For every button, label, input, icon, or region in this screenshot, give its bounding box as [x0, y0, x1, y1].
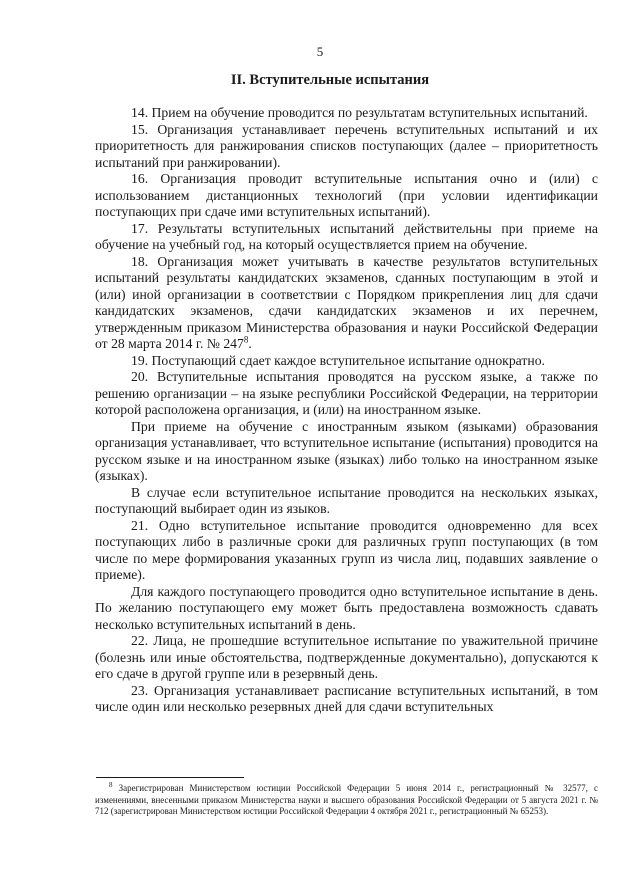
body-text	[95, 105, 598, 716]
paragraph	[95, 518, 598, 584]
paragraph-text: В случае если вступительное испытание проводится на нескольких языках, поступающий выбирает один из языков.	[95, 484, 598, 516]
paragraph-text: Для каждого поступающего проводится одно вступительное испытание в день. По желанию поступающего ему может быть предоставлена возможность сдавать несколько вступительных испытаний в день.	[95, 583, 598, 632]
paragraph	[95, 221, 598, 254]
paragraph-text: 20. Вступительные испытания проводятся на русском языке, а также по решению организации – на языке республики Российской Федерации, на территории которой расположена организация, и (или) на иностранном языке.	[95, 369, 598, 417]
paragraph-text: 15. Организация устанавливает перечень вступительных испытаний и их приоритетность для ранжирования списков поступающих (далее – приоритетность испытаний при ранжировании).	[95, 121, 598, 170]
page-number: 5	[316, 44, 324, 59]
paragraph-text: 23. Организация устанавливает расписание вступительных испытаний, в том числе один или несколько резервных дней для сдачи вступительных	[95, 682, 598, 714]
paragraph	[95, 254, 598, 353]
section-title: II. Вступительные испытания	[230, 72, 430, 88]
footnote-text: Зарегистрирован Министерством юстиции Российской Федерации 5 июня 2014 г., регистрационный № 32577, с изменениями, внесенными приказом Министерства науки и высшего образования Российской Федерации от 5 августа 2021 г. № 712 (зарегистрирован Министерством юстиции Российской Федерации 4 октября 2021 г., регистрационный № 65253).	[95, 783, 598, 816]
paragraph	[95, 419, 598, 485]
footnote-divider	[96, 777, 244, 778]
paragraph-text: 14. Прием на обучение проводится по результатам вступительных испытаний.	[131, 105, 588, 120]
footnote-reference[interactable]: 8	[243, 334, 249, 345]
paragraph-text: 18. Организация может учитывать в качестве результатов вступительных испытаний результаты кандидатских экзаменов, сданных поступающим в этой и (или) иной организации в соответствии с Порядком прикрепления лиц для сдачи кандидатских экзаменов, сдачи кандидатских экзаменов и их перечнем, утвержденным приказом Министерства образования и науки Российской Федерации от 28 марта 2014 г. № 247	[95, 253, 598, 351]
paragraph-text: 22. Лица, не прошедшие вступительное испытание по уважительной причине (болезнь или иные обстоятельства, подтвержденные документально), допускаются к его сдаче в другой группе или в резервный день.	[95, 633, 598, 681]
paragraph-text: 21. Одно вступительное испытание проводится одновременно для всех поступающих либо в различные сроки для различных групп поступающих (в том числе по мере формирования указанных групп из числа лиц, подавших заявление о приеме).	[95, 517, 598, 582]
paragraph-text: 19. Поступающий сдает каждое вступительное испытание однократно.	[131, 352, 545, 368]
paragraph	[95, 584, 598, 634]
paragraph	[95, 485, 598, 518]
paragraph	[95, 369, 598, 419]
footnote-mark: 8	[109, 781, 113, 789]
paragraph	[95, 105, 598, 122]
paragraph-text: 16. Организация проводит вступительные испытания очно и (или) с использованием дистанционных технологий (при условии идентификации поступающих при сдаче ими вступительных испытаний).	[95, 171, 598, 219]
paragraph-text: 17. Результаты вступительных испытаний действительны при приеме на обучение на учебный год, на который осуществляется прием на обучение.	[95, 220, 598, 252]
paragraph-text-end: .	[248, 336, 252, 351]
paragraph	[95, 683, 598, 716]
paragraph	[95, 122, 598, 172]
paragraph	[95, 353, 598, 370]
footnote	[95, 783, 598, 818]
paragraph	[95, 633, 598, 683]
paragraph	[95, 171, 598, 221]
paragraph-text: При приеме на обучение с иностранным языком (языками) образования организация устанавливает, что вступительное испытание (испытания) проводится на русском языке и на иностранном языке (языках) либо только на иностранном языке (языках).	[95, 418, 598, 483]
